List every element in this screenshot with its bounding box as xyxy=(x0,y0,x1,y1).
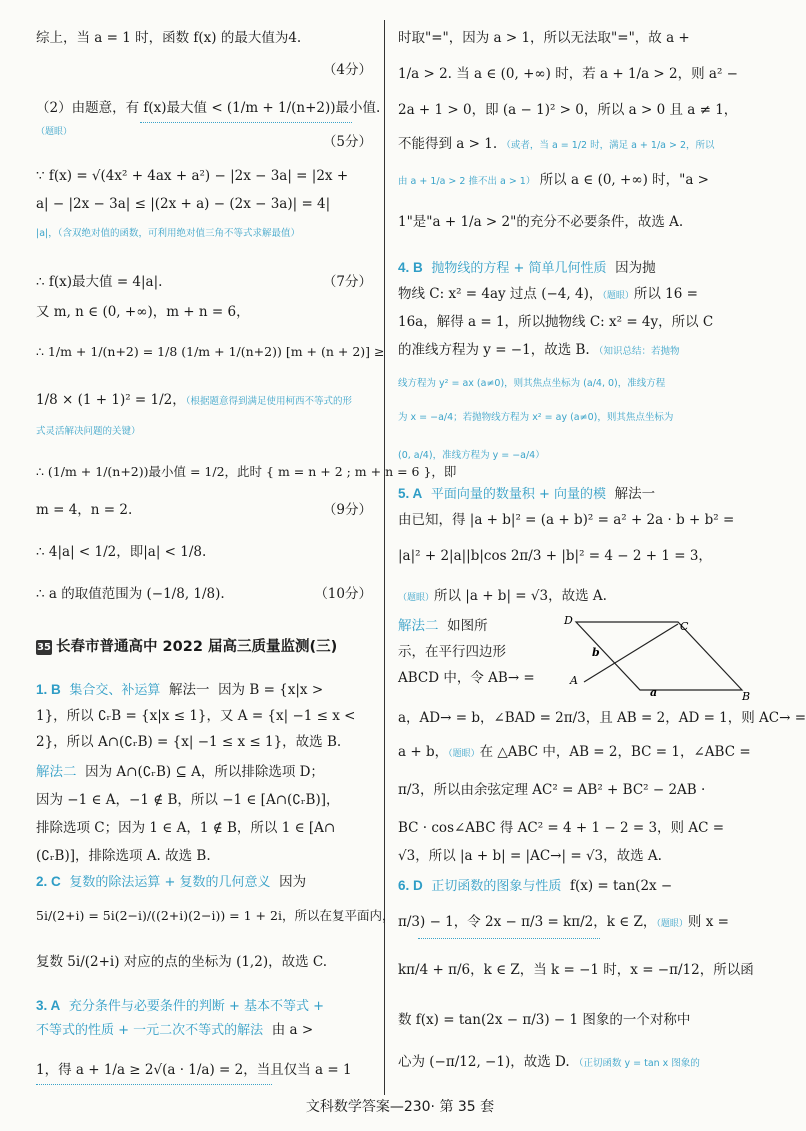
question-3-line: 1，得 a + 1/a ≥ 2√(a · 1/a) = 2，当且仅当 a = 1 xyxy=(36,1062,352,1078)
vertex-label-a: A xyxy=(570,674,578,687)
question-5-line: √3，所以 |a + b| = |AC→| = √3，故选 A. xyxy=(398,848,662,864)
page-footer: 文科数学答案—230· 第 35 套 xyxy=(305,1099,495,1115)
text-line: ∴ 1/m + 1/(n+2) = 1/8 (1/m + 1/(n+2)) [m + (n + 2)] ≥ xyxy=(36,344,385,359)
text-line: （2）由题意，有 f(x)最大值 < (1/m + 1/(n+2))最小值. xyxy=(36,100,381,116)
text-line: 又 m, n ∈ (0, +∞)，m + n = 6， xyxy=(36,304,250,320)
annotation-note: (0, a/4)，准线方程为 y = −a/4） xyxy=(398,450,545,461)
question-5-line: （题眼）所以 |a + b| = √3，故选 A. xyxy=(398,588,607,604)
question-3-line: 时取"="，因为 a > 1，所以无法取"="，故 a + xyxy=(398,30,690,46)
text-line: ∵ f(x) = √(4x² + 4ax + a²) − |2x − 3a| = |2x + xyxy=(36,168,349,184)
annotation-note: |a|，（含双绝对值的函数，可利用绝对值三角不等式求解最值） xyxy=(36,228,300,239)
question-4-line: 4. B 抛物线的方程 + 简单几何性质 因为抛 xyxy=(398,260,656,276)
question-1-line: 排除选项 C；因为 1 ∈ A，1 ∉ B，所以 1 ∈ [A∩ xyxy=(36,820,336,836)
question-4-line: 16a，解得 a = 1，所以抛物线 C: x² = 4y，所以 C xyxy=(398,314,714,330)
question-1-line: 解法二 因为 A∩(∁ᵣB) ⊆ A，所以排除选项 D； xyxy=(36,764,324,780)
column-divider xyxy=(384,20,385,1095)
text-line: ∴ f(x)最大值 = 4|a|. xyxy=(36,274,163,290)
parallelogram-figure xyxy=(546,612,768,706)
question-1-line: (∁ᵣB)]，排除选项 A. 故选 B. xyxy=(36,848,211,864)
question-5-line: ABCD 中，令 AB→ = xyxy=(398,670,535,686)
question-3-line: 不等式的性质 + 一元二次不等式的解法 由 a > xyxy=(36,1022,314,1038)
text-line: ∴ (1/m + 1/(n+2))最小值 = 1/2，此时 { m = n + 2 ; m + n = 6 }，即 xyxy=(36,464,457,479)
question-3-line: 3. A 充分条件与必要条件的判断 + 基本不等式 + xyxy=(36,998,325,1014)
text-line: m = 4，n = 2. xyxy=(36,502,133,518)
score-label: （9分） xyxy=(322,502,372,518)
question-1-line: 1}，所以 ∁ᵣB = {x|x ≤ 1}，又 A = {x| −1 ≤ x < xyxy=(36,708,356,724)
section-number-badge: 35 xyxy=(37,642,51,653)
question-6-line: π/3) − 1，令 2x − π/3 = kπ/2，k ∈ Z，（题眼）则 x = xyxy=(398,914,729,930)
question-3-line: 不能得到 a > 1. （或者，当 a = 1/2 时，满足 a + 1/a > 2，所以 xyxy=(398,136,715,152)
text-line: 综上，当 a = 1 时，函数 f(x) 的最大值为4. xyxy=(36,30,302,46)
score-label: （7分） xyxy=(322,274,372,290)
vector-label-a: a xyxy=(650,686,658,699)
text-line: 1/8 × (1 + 1)² = 1/2，（根据题意得到满足使用柯西不等式的形 xyxy=(36,392,353,408)
annotation-note: 为 x = −a/4；若抛物线方程为 x² = ay (a≠0)，则其焦点坐标为 xyxy=(398,412,674,423)
section-title: 35 长春市普通高中 2022 届高三质量监测(三) xyxy=(37,639,338,655)
question-6-line: 心为 (−π/12, −1)，故选 D. （正切函数 y = tan x 图象的 xyxy=(398,1054,700,1070)
vertex-label-c: C xyxy=(680,620,689,633)
question-4-line: 物线 C: x² = 4ay 过点 (−4, 4)，（题眼）所以 16 = xyxy=(398,286,698,302)
question-3-line: 2a + 1 > 0，即 (a − 1)² > 0，所以 a > 0 且 a ≠ 1， xyxy=(398,102,738,118)
text-line: a| − |2x − 3a| ≤ |(2x + a) − (2x − 3a)| = 4| xyxy=(36,196,331,212)
question-6-line: 数 f(x) = tan(2x − π/3) − 1 图象的一个对称中 xyxy=(398,1012,691,1028)
tag-label: （题眼） xyxy=(36,127,73,137)
question-1-line: 1. B 集合交、补运算 解法一 因为 B = {x|x > xyxy=(36,682,324,698)
question-1-line: 2}，所以 A∩(∁ᵣB) = {x| −1 ≤ x ≤ 1}，故选 B. xyxy=(36,734,342,750)
question-5-line: a，AD→ = b，∠BAD = 2π/3，且 AB = 2，AD = 1，则 AC→ = xyxy=(398,710,806,726)
emphasis-underline xyxy=(36,1080,272,1085)
question-5-line: |a|² + 2|a||b|cos 2π/3 + |b|² = 4 − 2 + 1 = 3， xyxy=(398,548,712,564)
question-6-line: 6. D 正切函数的图象与性质 f(x) = tan(2x − xyxy=(398,878,673,894)
question-3-line: 1/a > 2. 当 a ∈ (0, +∞) 时，若 a + 1/a > 2，则 a² − xyxy=(398,66,738,82)
question-5-line: 解法二 如图所 xyxy=(398,618,488,634)
question-2-line: 复数 5i/(2+i) 对应的点的坐标为 (1,2)，故选 C. xyxy=(36,954,328,970)
score-label: （10分） xyxy=(314,586,372,602)
question-1-line: 因为 −1 ∈ A，−1 ∉ B，所以 −1 ∈ [A∩(∁ᵣB)]， xyxy=(36,792,340,808)
score-label: （4分） xyxy=(322,62,372,78)
text-line: ∴ a 的取值范围为 (−1/8, 1/8). xyxy=(36,586,225,602)
question-6-line: kπ/4 + π/6，k ∈ Z，当 k = −1 时，x = −π/12，所以函 xyxy=(398,962,754,978)
question-5-line: π/3，所以由余弦定理 AC² = AB² + BC² − 2AB · xyxy=(398,782,706,798)
question-3-line: 1"是"a + 1/a > 2"的充分不必要条件，故选 A. xyxy=(398,214,684,230)
vertex-label-b: B xyxy=(742,690,751,703)
question-5-line: BC · cos∠ABC 得 AC² = 4 + 1 − 2 = 3，则 AC = xyxy=(398,820,725,836)
vertex-label-d: D xyxy=(564,614,573,627)
score-label: （5分） xyxy=(322,134,372,150)
question-3-line: 由 a + 1/a > 2 推不出 a > 1） 所以 a ∈ (0, +∞) 时，"a > xyxy=(398,172,709,188)
question-5-line: a + b，（题眼）在 △ABC 中，AB = 2，BC = 1，∠ABC = xyxy=(398,744,751,760)
annotation-note: 式灵活解决问题的关键） xyxy=(36,426,141,437)
question-5-line: 5. A 平面向量的数量积 + 向量的模 解法一 xyxy=(398,486,656,502)
question-2-line: 2. C 复数的除法运算 + 复数的几何意义 因为 xyxy=(36,874,307,890)
question-4-line: 的准线方程为 y = −1，故选 B. （知识总结：若抛物 xyxy=(398,342,680,358)
vector-label-b: b xyxy=(592,646,600,659)
question-5-line: 由已知，得 |a + b|² = (a + b)² = a² + 2a · b + b² = xyxy=(398,512,735,528)
emphasis-underline xyxy=(418,934,600,939)
text-line: ∴ 4|a| < 1/2，即|a| < 1/8. xyxy=(36,544,207,560)
question-2-line: 5i/(2+i) = 5i(2−i)/((2+i)(2−i)) = 1 + 2i，所以在复平面内， xyxy=(36,908,395,923)
parallelogram-shape xyxy=(576,622,742,690)
annotation-note: 线方程为 y² = ax (a≠0)，则其焦点坐标为 (a/4, 0)，准线方程 xyxy=(398,378,666,389)
question-5-line: 示，在平行四边形 xyxy=(398,644,506,660)
